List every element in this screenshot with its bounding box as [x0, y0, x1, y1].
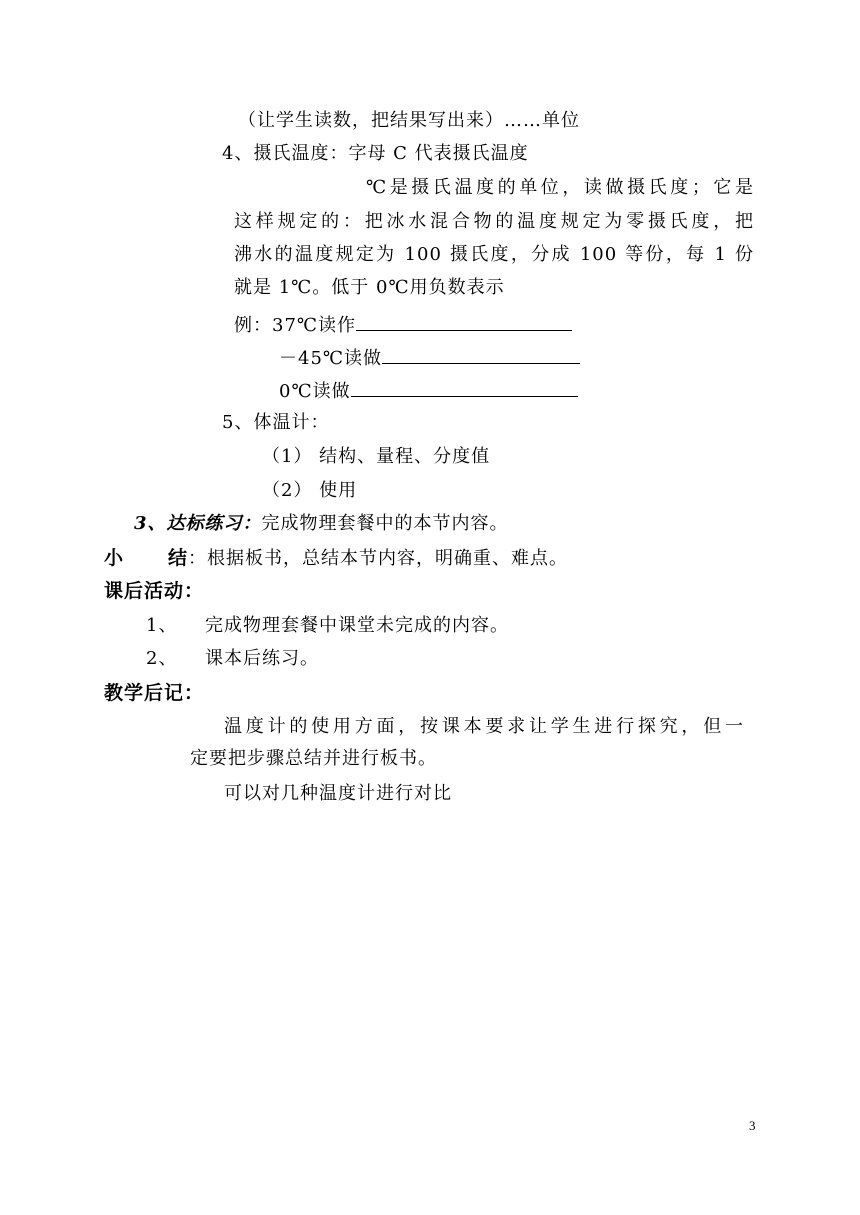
example-m45-row — [279, 345, 580, 370]
item5-sub-2: （2） 使用 — [262, 480, 358, 501]
postscript-line-3: 可以对几种温度计进行对比 — [224, 783, 452, 804]
example-0-row — [279, 378, 578, 403]
item4-celsius-title: 4、摄氏温度：字母 C 代表摄氏温度 — [222, 143, 529, 164]
celsius-desc-line-4: 就是 1℃。低于 0℃用负数表示 — [234, 277, 505, 298]
example-37-row — [234, 312, 572, 337]
after-class-item-1-num: 1、 — [146, 615, 178, 636]
example-0-blank — [351, 378, 578, 397]
item5-sub-1: （1） 结构、量程、分度值 — [262, 446, 491, 467]
practice-line — [134, 513, 509, 535]
celsius-desc-line-3: 沸水的温度规定为 100 摄氏度，分成 100 等份，每 1 份 — [234, 244, 754, 265]
summary-label-a: 小 — [104, 547, 125, 569]
reading-units-line: （让学生读数，把结果写出来）……单位 — [238, 110, 580, 131]
postscript-heading: 教学后记： — [104, 682, 205, 704]
celsius-desc-line-2: 这样规定的：把冰水混合物的温度规定为零摄氏度，把 — [234, 211, 754, 232]
example-37-blank — [356, 312, 572, 331]
celsius-desc-line-1: ℃是摄氏温度的单位，读做摄氏度；它是 — [366, 177, 754, 198]
postscript-line-2: 定要把步骤总结并进行板书。 — [190, 748, 437, 769]
page-number: 3 — [749, 1118, 756, 1133]
example-37-label: 例：37℃读作 — [234, 315, 357, 336]
example-m45-blank — [382, 345, 580, 364]
practice-label: 3、达标练习： — [134, 513, 262, 534]
practice-text: 完成物理套餐中的本节内容。 — [261, 513, 509, 534]
after-class-heading: 课后活动： — [104, 580, 205, 602]
summary-label-b: 结 — [168, 547, 189, 569]
postscript-line-1: 温度计的使用方面，按课本要求让学生进行探究，但一 — [224, 716, 744, 737]
summary-text: ：根据板书，总结本节内容，明确重、难点。 — [188, 548, 569, 569]
item5-thermometer-title: 5、体温计： — [222, 412, 330, 433]
after-class-item-2-text: 课本后练习。 — [205, 648, 319, 669]
after-class-item-1-text: 完成物理套餐中课堂未完成的内容。 — [205, 615, 509, 636]
summary-line — [104, 547, 568, 570]
example-m45-label: －45℃读做 — [279, 348, 383, 369]
example-0-label: 0℃读做 — [279, 381, 351, 402]
after-class-item-2-num: 2、 — [146, 648, 178, 669]
